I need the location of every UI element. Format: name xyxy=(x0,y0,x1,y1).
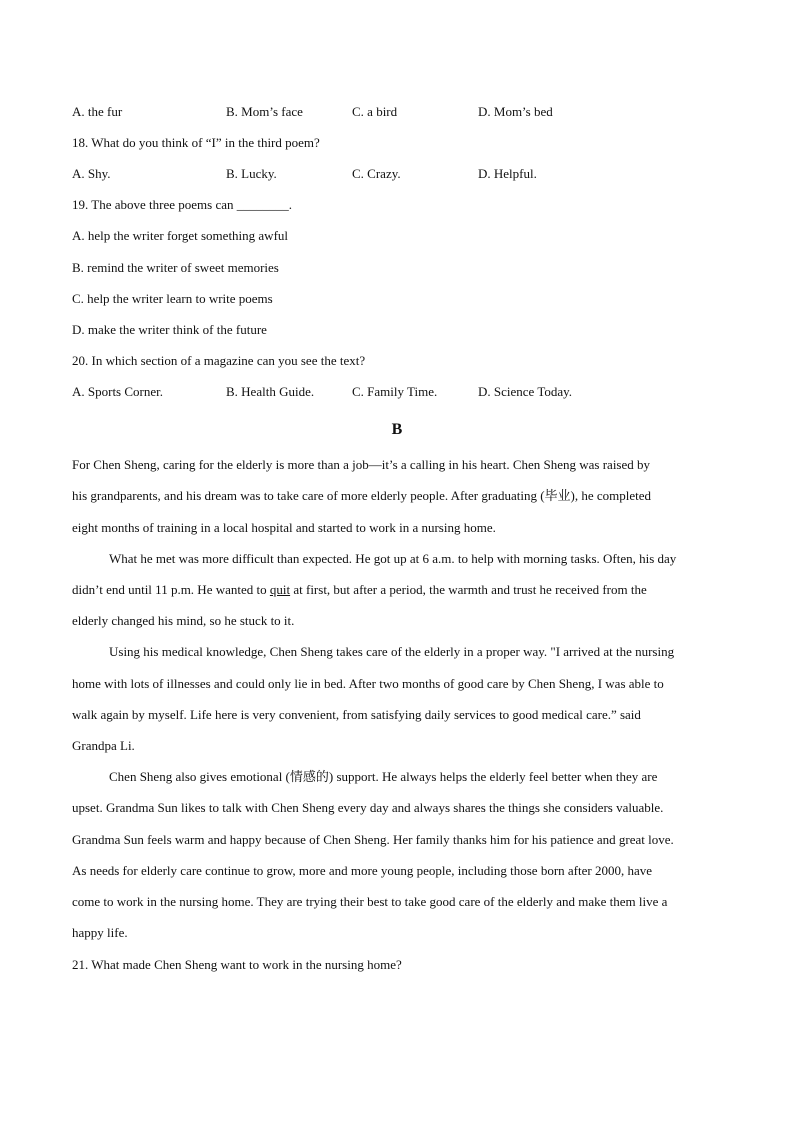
section-title: B xyxy=(391,421,403,438)
paragraph-1-line-1: For Chen Sheng, caring for the elderly is more than a job—it’s a calling in his heart. Chen Sheng was raised by xyxy=(72,457,651,472)
q19-option-a: A. help the writer forget something awful xyxy=(72,228,289,243)
q20-option-b: B. Health Guide. xyxy=(226,384,315,399)
q19-option-d: D. make the writer think of the future xyxy=(72,322,267,337)
paragraph-4-line-1: Chen Sheng also gives emotional (情感的) support. He always helps the elderly feel better when they are xyxy=(109,769,658,784)
q21-question: 21. What made Chen Sheng want to work in the nursing home? xyxy=(72,957,402,972)
paragraph-4-line-5: come to work in the nursing home. They are trying their best to take good care of the elderly and make them live a xyxy=(72,894,668,909)
underlined-word-quit: quit xyxy=(269,582,291,597)
q19-option-c: C. help the writer learn to write poems xyxy=(72,291,273,306)
q18-option-c: C. Crazy. xyxy=(352,166,401,181)
paragraph-3-line-4: Grandpa Li. xyxy=(72,738,135,753)
q18-option-b: B. Lucky. xyxy=(226,166,277,181)
q17-option-a: A. the fur xyxy=(72,104,123,119)
q18-option-d: D. Helpful. xyxy=(478,166,537,181)
q17-option-b: B. Mom’s face xyxy=(226,104,303,119)
paragraph-1-line-3: eight months of training in a local hospital and started to work in a nursing home. xyxy=(72,520,496,535)
q20-option-c: C. Family Time. xyxy=(352,384,438,399)
paragraph-2-line-2-end: at first, but after a period, the warmth and trust he received from the xyxy=(290,582,647,597)
q20-question: 20. In which section of a magazine can you see the text? xyxy=(72,353,366,368)
paragraph-3-line-3: walk again by myself. Life here is very convenient, from satisfying daily services to good medical care.” said xyxy=(72,707,641,722)
paragraph-2-line-1: What he met was more difficult than expected. He got up at 6 a.m. to help with morning tasks. Often, his day xyxy=(109,551,677,566)
paragraph-2-line-2-start: didn’t end until 11 p.m. He wanted to xyxy=(72,582,270,597)
q20-option-a: A. Sports Corner. xyxy=(72,384,163,399)
q18-option-a: A. Shy. xyxy=(72,166,111,181)
paragraph-4-line-3: Grandma Sun feels warm and happy because of Chen Sheng. Her family thanks him for his patience and great love. xyxy=(72,832,674,847)
q19-question: 19. The above three poems can ________. xyxy=(72,197,292,212)
paragraph-4-line-2: upset. Grandma Sun likes to talk with Chen Sheng every day and always shares the things she considers valuable. xyxy=(72,800,664,815)
paragraph-3-line-2: home with lots of illnesses and could only lie in bed. After two months of good care by Chen Sheng, I was able to xyxy=(72,676,664,691)
q17-option-d: D. Mom’s bed xyxy=(478,104,553,119)
paragraph-2-line-2 xyxy=(72,582,647,598)
paragraph-3-line-1: Using his medical knowledge, Chen Sheng takes care of the elderly in a proper way. "I arrived at the nursing xyxy=(109,644,675,659)
q17-option-c: C. a bird xyxy=(352,104,398,119)
paragraph-1-line-2: his grandparents, and his dream was to take care of more elderly people. After graduating (毕业), he completed xyxy=(72,488,652,503)
q19-option-b: B. remind the writer of sweet memories xyxy=(72,260,279,275)
paragraph-2-line-3: elderly changed his mind, so he stuck to it. xyxy=(72,613,295,628)
q20-option-d: D. Science Today. xyxy=(478,384,573,399)
q18-question: 18. What do you think of “I” in the third poem? xyxy=(72,135,320,150)
paragraph-4-line-4: As needs for elderly care continue to grow, more and more young people, including those born after 2000, have xyxy=(72,863,653,878)
paragraph-4-line-6: happy life. xyxy=(72,925,128,940)
